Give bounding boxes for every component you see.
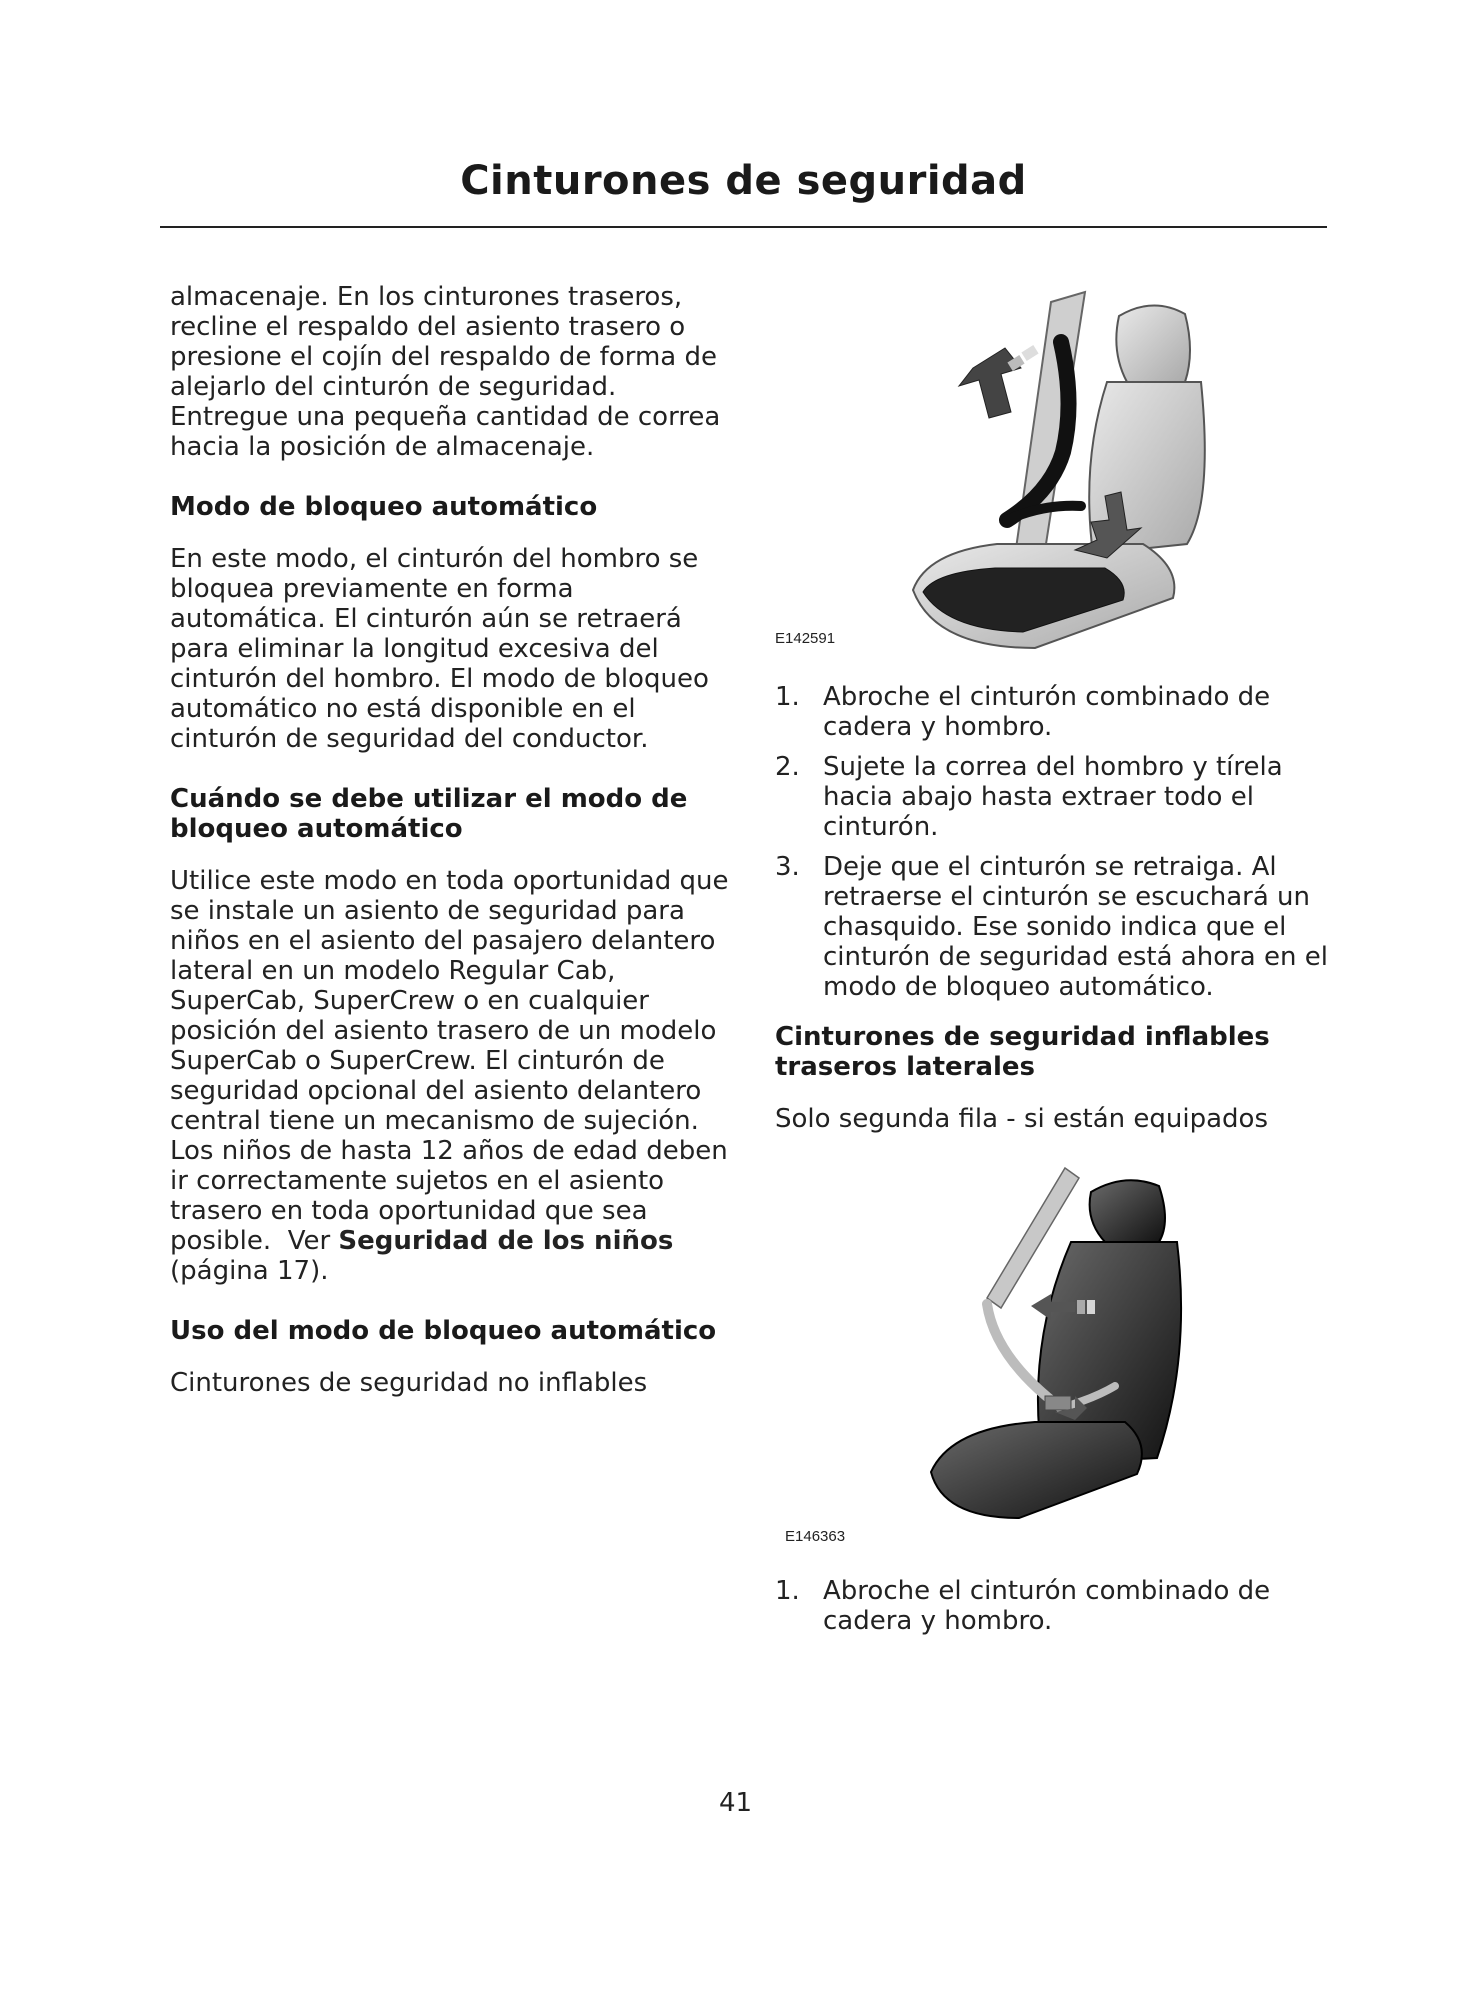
when-paragraph [170,866,730,1286]
intro-paragraph: almacenaje. En los cinturones traseros, recline el respaldo del asiento trasero o presione el cojín del respaldo de forma de alejarlo del cinturón de seguridad. Entregue una pequeña cantidad de correa hacia la posición de almacenaje. [170,282,721,462]
see-suffix: (página 17). [170,1256,329,1286]
steps-list-1 [775,682,1335,1002]
step-number: 2. [775,752,800,782]
step-number: 1. [775,1576,800,1606]
page-number: 41 [718,1788,753,1818]
figure-code-2: E146363 [785,1528,846,1545]
seat-belt-pull-illustration [775,282,1335,652]
left-column [170,282,730,1398]
step-number: 3. [775,852,800,882]
step-text: Sujete la correa del hombro y tírela hacia abajo hasta extraer todo el cinturón. [823,752,1283,842]
when-paragraph-text: Utilice este modo en toda oportunidad que se instale un asiento de seguridad para niños en el asiento del pasajero delantero lateral en un modelo Regular Cab, SuperCab, SuperCrew o en cualquier posición del asiento trasero de un modelo SuperCab o SuperCrew. El cinturón de seguridad opcional del asiento delantero central tiene un mecanismo de sujeción. Los niños de hasta 12 años de edad deben ir correctamente sujetos en el asiento trasero en toda oportunidad que sea posible. [170,866,729,1256]
use-paragraph: Cinturones de seguridad no inflables [170,1368,648,1398]
steps-list-2 [775,1576,1335,1636]
step-text: Deje que el cinturón se retraiga. Al retraerse el cinturón se escuchará un chasquido. Ese sonido indica que el cinturón de seguridad está ahora en el modo de bloqueo automático. [823,852,1328,1002]
list-item [775,852,1335,1002]
figure-inflatable [775,1158,1335,1548]
page-title: Cinturones de seguridad [460,158,1027,204]
auto-lock-paragraph: En este modo, el cinturón del hombro se bloquea previamente en forma automática. El cinturón aún se retraerá para eliminar la longitud excesiva del cinturón del hombro. El modo de bloqueo automático no está disponible en el cinturón de seguridad del conductor. [170,544,709,754]
step-text: Abroche el cinturón combinado de cadera y hombro. [823,1576,1271,1636]
inflatable-belt-buckle-illustration [775,1158,1335,1548]
list-item [775,752,1335,842]
right-column [775,282,1335,1646]
title-divider [160,226,1327,228]
use-heading: Uso del modo de bloqueo automático [170,1316,717,1346]
list-item [775,1576,1335,1636]
figure-code-1: E142591 [775,630,836,647]
step-number: 1. [775,682,800,712]
inflatable-heading: Cinturones de seguridad inflables traseros laterales [775,1022,1270,1082]
see-prefix: Ver [287,1226,331,1256]
list-item [775,682,1335,742]
step-text: Abroche el cinturón combinado de cadera y hombro. [823,682,1271,742]
child-safety-link[interactable]: Seguridad de los niños [338,1226,674,1256]
when-heading: Cuándo se debe utilizar el modo de bloqueo automático [170,784,688,844]
figure-seat-pull [775,282,1335,652]
auto-lock-heading: Modo de bloqueo automático [170,492,598,522]
inflatable-paragraph: Solo segunda fila - si están equipados [775,1104,1268,1134]
